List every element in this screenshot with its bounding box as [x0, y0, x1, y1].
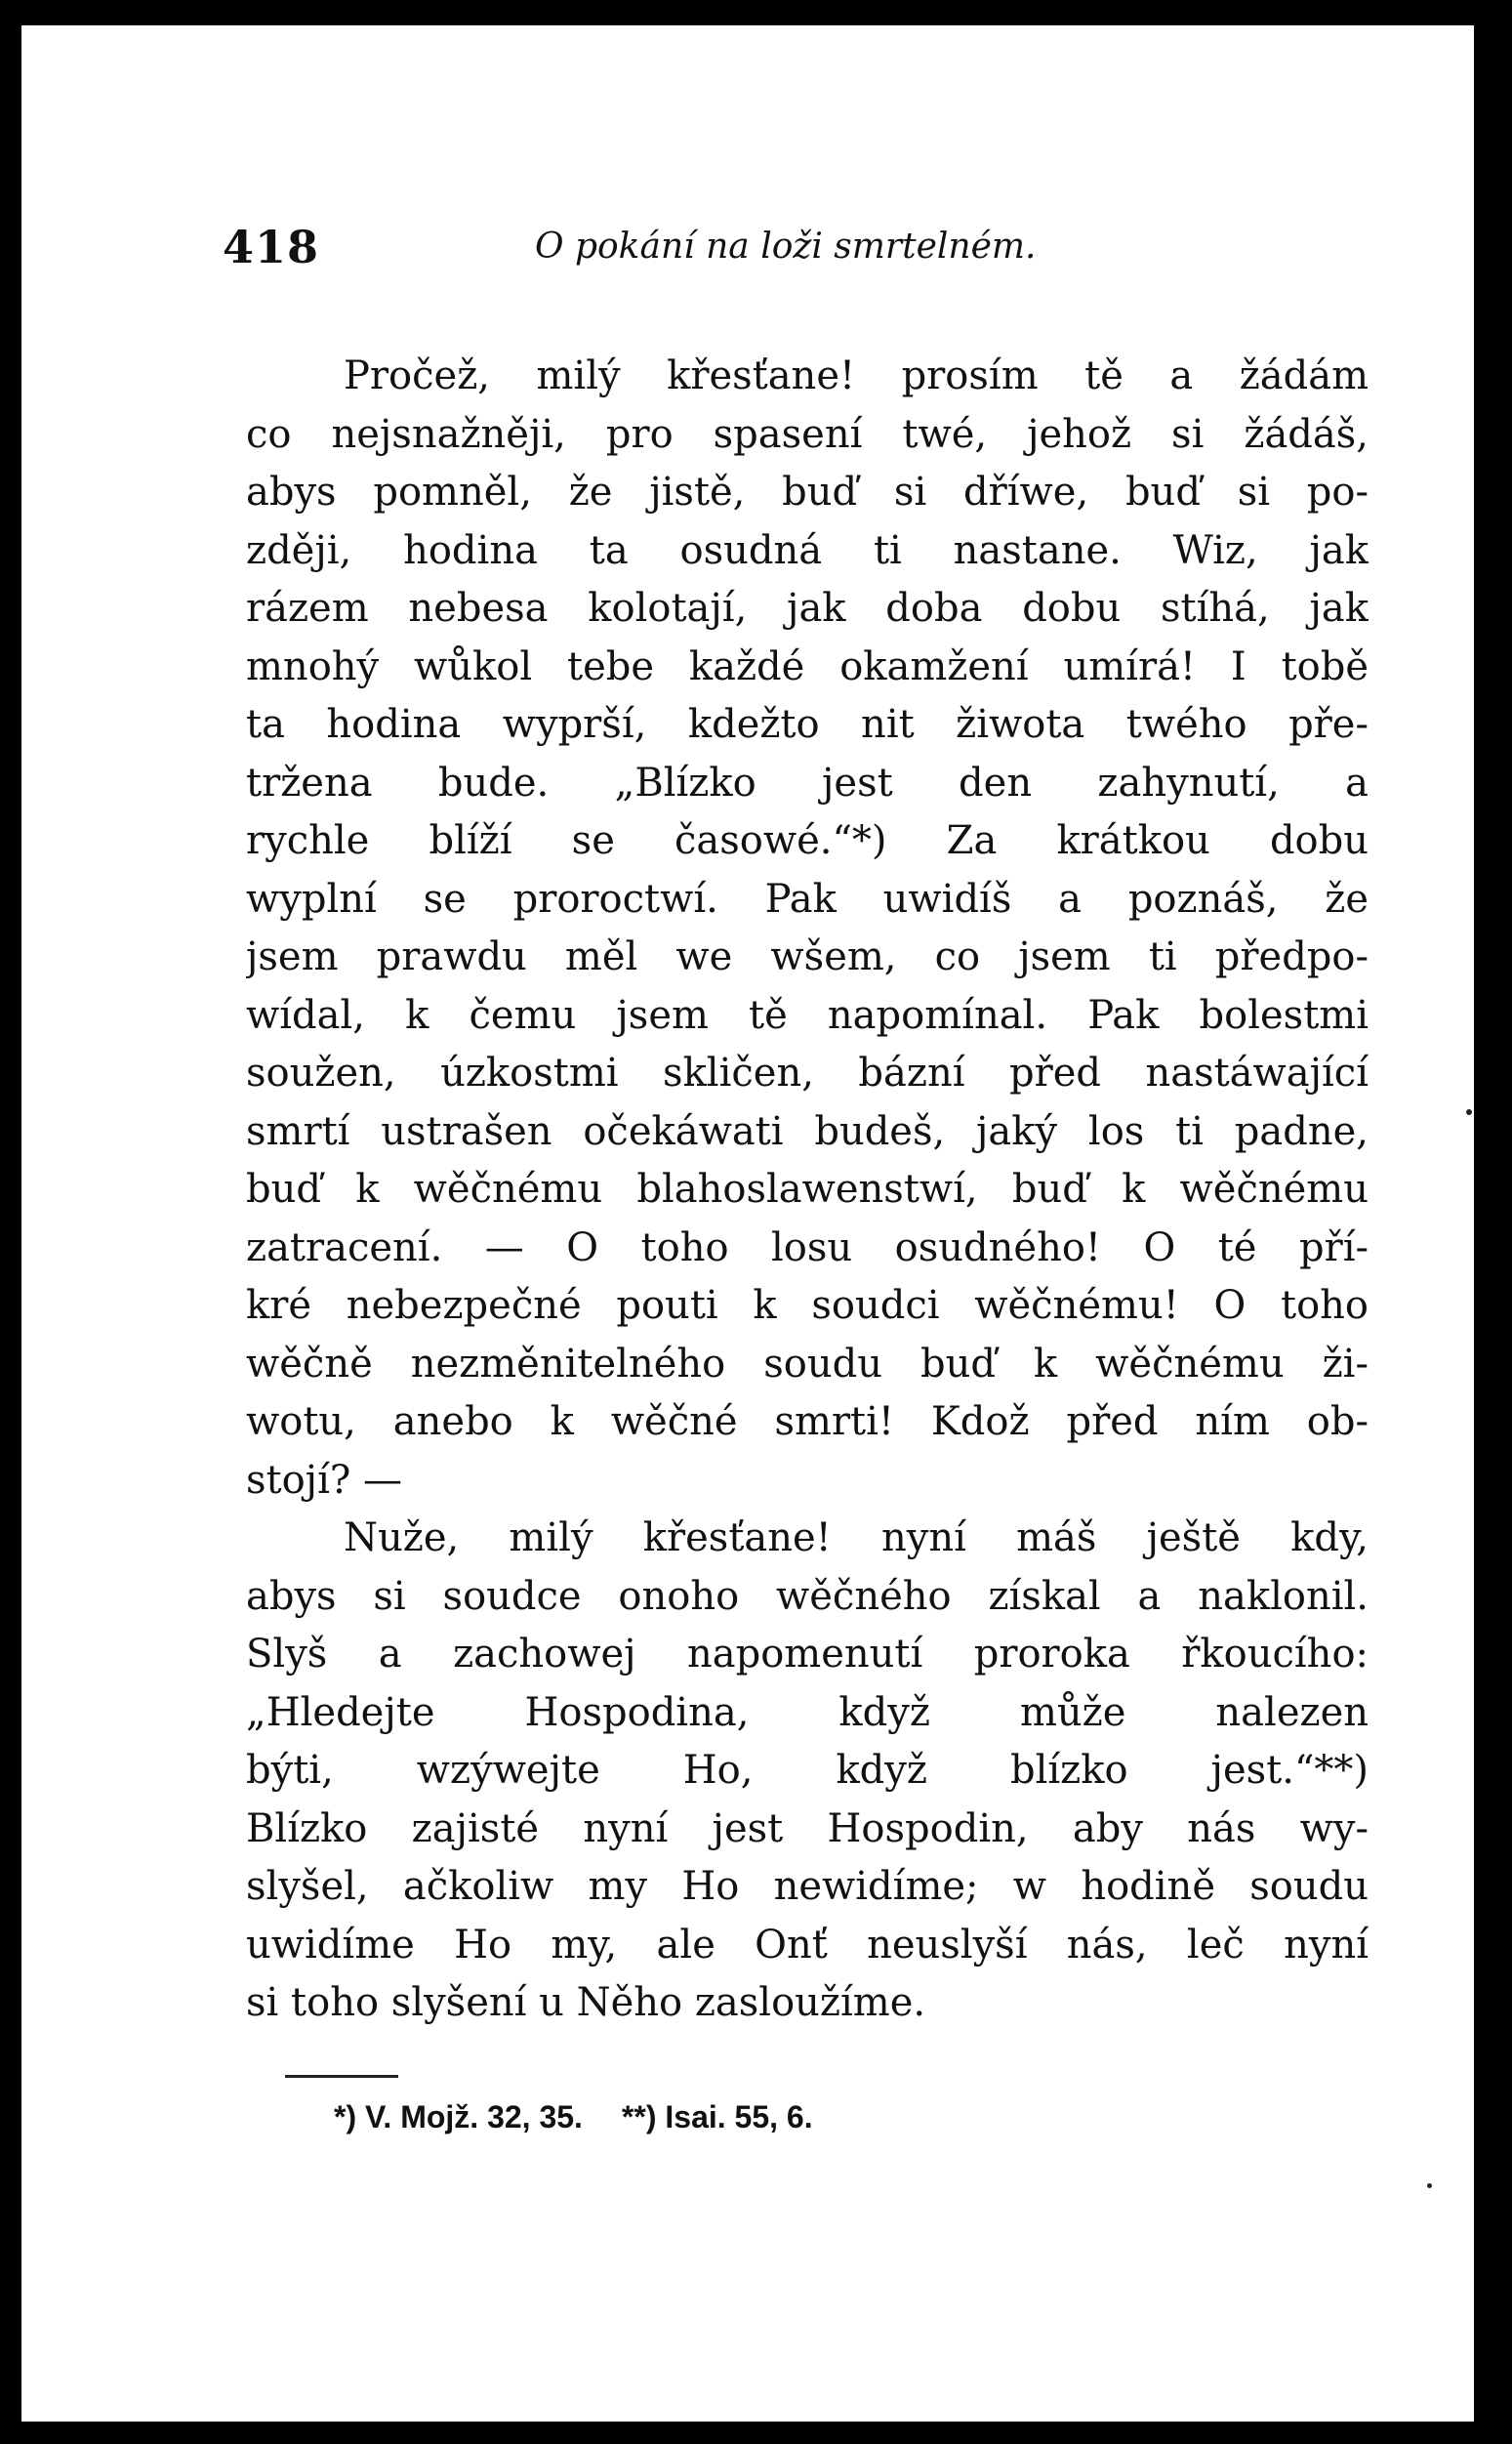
- book-page: [21, 25, 1474, 2422]
- text-line: zatracení. — O toho losu osudného! O té pří-: [246, 1224, 1369, 1270]
- text-line: co nejsnažněji, pro spasení twé, jehož si žádáš,: [246, 411, 1369, 457]
- page-header: [223, 221, 1316, 289]
- text-line: stojí? —: [246, 1457, 403, 1503]
- running-head: O pokání na loži smrtelném.: [535, 227, 1037, 267]
- text-line: Blízko zajisté nyní jest Hospodin, aby nás wy-: [246, 1805, 1369, 1851]
- footnote-rule: [285, 2075, 398, 2078]
- scan-speck: [1466, 1109, 1472, 1115]
- body-text: [246, 348, 1369, 2033]
- text-line: jsem prawdu měl we wšem, co jsem ti předpo-: [246, 934, 1369, 979]
- footnotes: [334, 2099, 813, 2135]
- text-line: soužen, úzkostmi skličen, bázní před nastáwající: [246, 1051, 1369, 1096]
- text-line: smrtí ustrašen očekáwati budeš, jaký los ti padne,: [246, 1108, 1369, 1154]
- text-line: rázem nebesa kolotají, jak doba dobu stíhá, jak: [246, 586, 1369, 631]
- footnote-second: **) Isai. 55, 6.: [621, 2099, 813, 2134]
- text-line: kré nebezpečné pouti k soudci wěčnému! O toho: [246, 1283, 1369, 1328]
- text-line: „Hledejte Hospodina, když může nalezen: [246, 1689, 1369, 1735]
- text-line: Pročež, milý křesťane! prosím tě a žádám: [344, 353, 1369, 398]
- text-line: wotu, anebo k wěčné smrti! Kdož před ním ob-: [246, 1399, 1369, 1444]
- text-line: wěčně nezměnitelného soudu buď k wěčnému ži-: [246, 1341, 1369, 1387]
- footnote-first: *) V. Mojž. 32, 35.: [334, 2099, 583, 2134]
- text-line: uwidíme Ho my, ale Onť neuslyší nás, leč nyní: [246, 1922, 1369, 1968]
- text-line: wídal, k čemu jsem tě napomínal. Pak bolestmi: [246, 992, 1369, 1038]
- text-line: buď k wěčnému blahoslawenstwí, buď k wěčnému: [246, 1167, 1369, 1212]
- text-line: Nuže, milý křesťane! nyní máš ještě kdy,: [344, 1515, 1369, 1560]
- scan-speck: [1427, 2183, 1432, 2188]
- text-line: slyšel, ačkoliw my Ho newidíme; w hodině soudu: [246, 1864, 1369, 1909]
- text-line: tržena bude. „Blízko jest den zahynutí, a: [246, 760, 1369, 806]
- text-line: abys pomněl, že jistě, buď si dříwe, buď si po-: [246, 470, 1369, 515]
- text-line: býti, wzýwejte Ho, když blízko jest.“**): [246, 1748, 1369, 1793]
- text-line: abys si soudce onoho wěčného získal a naklonil.: [246, 1573, 1369, 1619]
- page-number: 418: [223, 221, 320, 273]
- text-line: ta hodina wyprší, kdežto nit žiwota twého pře-: [246, 702, 1369, 747]
- text-line: mnohý wůkol tebe každé okamžení umírá! I tobě: [246, 643, 1369, 689]
- text-line: rychle blíží se časowé.“*) Za krátkou dobu: [246, 818, 1369, 863]
- text-line: zději, hodina ta osudná ti nastane. Wiz, jak: [246, 527, 1369, 573]
- text-line: si toho slyšení u Něho zasloužíme.: [246, 1980, 926, 2025]
- text-line: Slyš a zachowej napomenutí proroka řkoucího:: [246, 1632, 1369, 1677]
- text-line: wyplní se proroctwí. Pak uwidíš a poznáš, že: [246, 876, 1369, 922]
